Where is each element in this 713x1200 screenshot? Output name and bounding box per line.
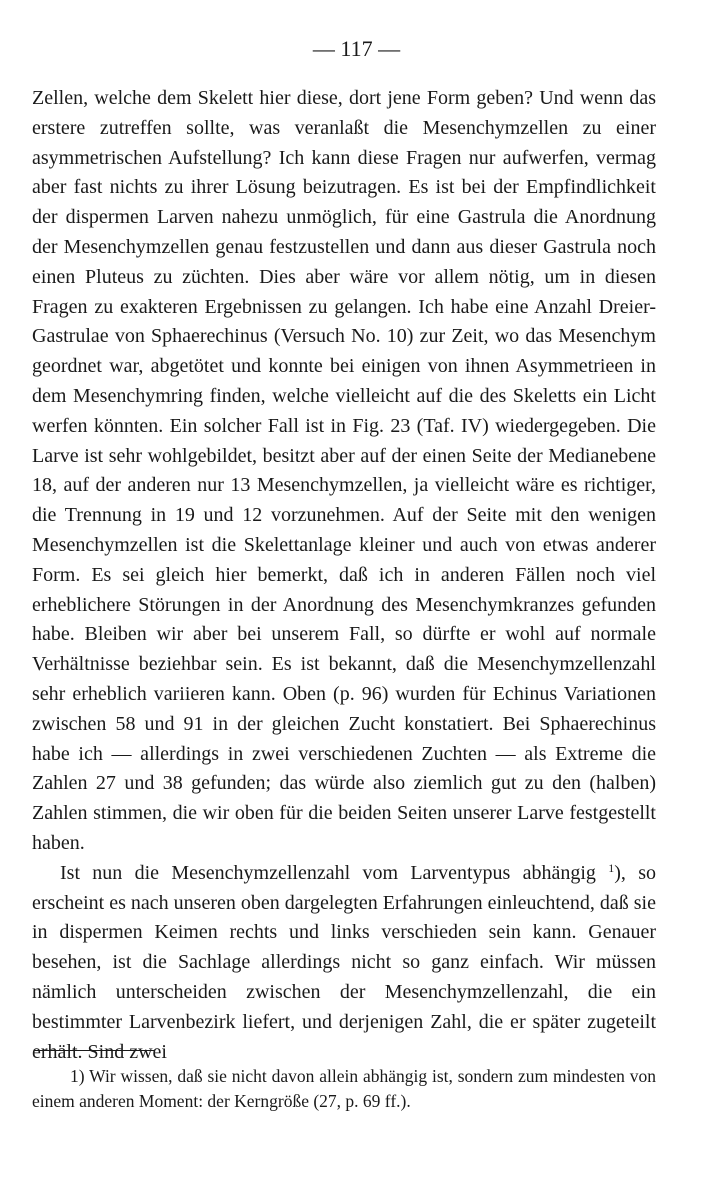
paragraph-2-rest: ), so erscheint es nach unseren oben dargelegten Erfahrungen einleuchtend, daß sie in dispermen Keimen rechts und links verschieden sein kann. Genauer besehen, ist die Sachlage allerdings nicht so ganz einfach. Wir müssen nämlich unterscheiden zwischen der Mesenchymzellenzahl, die ein bestimmter Larvenbezirk liefert, und derjenigen Zahl, die er später zugeteilt erhält. Sind zwei xyxy=(32,861,656,1063)
footnote-text: Wir wissen, daß sie nicht davon allein abhängig ist, sondern zum mindesten von einem anderen Moment: der Kerngröße (27, p. 69 ff.). xyxy=(32,1066,656,1111)
paragraph-2-start: Ist nun die Mesenchymzellenzahl vom Larventypus abhängig xyxy=(60,861,596,884)
paragraph-1: Zellen, welche dem Skelett hier diese, dort jene Form geben? Und wenn das erstere zutreffen sollte, was veranlaßt die Mesenchymzellen zu einer asymmetrischen Aufstellung? Ich kann diese Fragen nur aufwerfen, vermag aber fast nichts zu ihrer Lösung beizutragen. Es ist bei der Empfindlichkeit der dispermen Larven nahezu unmöglich, für eine Gastrula die Anordnung der Mesenchymzellen genau festzustellen und dann aus dieser Gastrula noch einen Pluteus zu züchten. Dies aber wäre vor allem nötig, um in diesen Fragen zu exakteren Ergebnissen zu gelangen. Ich habe eine Anzahl Dreier-Gastrulae von Sphaerechinus (Versuch No. 10) zur Zeit, wo das Mesenchym geordnet war, abgetötet und konnte bei einigen von ihnen Asymmetrieen in dem Mesenchymring finden, welche vielleicht auf die des Skeletts ein Licht werfen könnten. Ein solcher Fall ist in Fig. 23 (Taf. IV) wiedergegeben. Die Larve ist sehr wohlgebildet, besitzt aber auf der einen Seite der Medianebene 18, auf der anderen nur 13 Mesenchymzellen, ja vielleicht wäre es richtiger, die Trennung in 19 und 12 vorzunehmen. Auf der Seite mit den wenigen Mesenchymzellen ist die Skelettanlage kleiner und auch von etwas anderer Form. Es sei gleich hier bemerkt, daß ich in anderen Fällen noch viel erheblichere Störungen in der Anordnung des Mesenchymkranzes gefunden habe. Bleiben wir aber bei unserem Fall, so dürfte er wohl auf normale Verhältnisse beziehbar sein. Es ist bekannt, daß die Mesenchymzellenzahl sehr erheblich variieren kann. Oben (p. 96) wurden für Echinus Variationen zwischen 58 und 91 in der gleichen Zucht konstatiert. Bei Sphaerechinus habe ich — allerdings in zwei verschiedenen Zuchten — als Extreme die Zahlen 27 und 38 gefunden; das würde also ziemlich gut zu den (halben) Zahlen stimmen, die wir oben für die beiden Seiten unserer Larve festgestellt haben. xyxy=(32,87,656,854)
footnote-divider xyxy=(34,1050,154,1051)
footnote-1 xyxy=(32,1064,656,1114)
footnote xyxy=(32,1064,656,1114)
main-text xyxy=(32,84,656,1067)
footnote-reference[interactable]: 1 xyxy=(608,860,615,875)
page-number: — 117 — xyxy=(312,36,401,61)
footnote-marker: 1) xyxy=(70,1066,85,1086)
paragraph-2 xyxy=(32,859,656,1068)
